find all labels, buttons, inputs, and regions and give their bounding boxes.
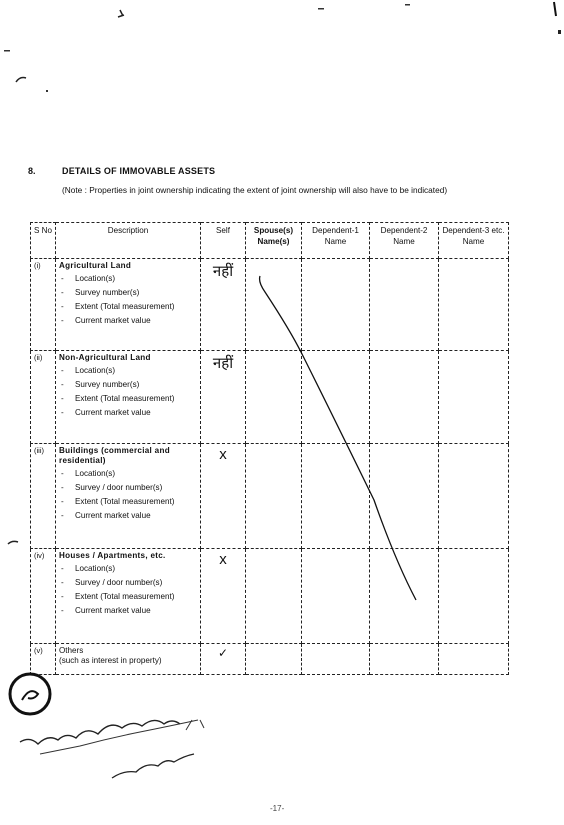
- table-header-row: [31, 223, 509, 259]
- column-header: Dependent-1 Name: [302, 223, 370, 259]
- list-item: - Location(s): [59, 564, 197, 574]
- category-label: Others: [59, 646, 84, 655]
- category-label: Non-Agricultural Land: [59, 353, 151, 362]
- self-value: नहीं: [201, 351, 246, 444]
- table-row: [31, 444, 509, 549]
- list-item: - Current market value: [59, 408, 197, 418]
- category-label: Houses / Apartments, etc.: [59, 551, 166, 560]
- empty-cell: [439, 644, 509, 675]
- self-value: नहीं: [201, 259, 246, 351]
- empty-cell: [439, 259, 509, 351]
- column-header: Dependent-3 etc. Name: [439, 223, 509, 259]
- list-item: - Extent (Total measurement): [59, 592, 197, 602]
- column-header: Description: [56, 223, 201, 259]
- category-sublabel: (such as interest in property): [59, 656, 162, 665]
- section-title: DETAILS OF IMMOVABLE ASSETS: [62, 166, 216, 176]
- table-row: [31, 644, 509, 675]
- row-number: (iii): [31, 444, 56, 549]
- signature: [16, 690, 256, 790]
- column-header: Dependent-2 Name: [370, 223, 439, 259]
- list-item: - Survey number(s): [59, 380, 197, 390]
- empty-cell: [302, 644, 370, 675]
- empty-cell: [439, 549, 509, 644]
- empty-cell: [370, 259, 439, 351]
- category-label: Agricultural Land: [59, 261, 132, 270]
- self-value: ✓: [201, 644, 246, 675]
- empty-cell: [370, 351, 439, 444]
- empty-cell: [370, 444, 439, 549]
- table-row: [31, 549, 509, 644]
- row-number: (iv): [31, 549, 56, 644]
- empty-cell: [302, 444, 370, 549]
- list-item: - Survey number(s): [59, 288, 197, 298]
- empty-cell: [246, 444, 302, 549]
- section-note: (Note : Properties in joint ownership indicating the extent of joint ownership will also have to be indicated): [62, 185, 448, 195]
- description-cell: [56, 549, 201, 644]
- empty-cell: [302, 259, 370, 351]
- table-row: [31, 351, 509, 444]
- empty-cell: [246, 259, 302, 351]
- column-header: Self: [201, 223, 246, 259]
- empty-cell: [246, 549, 302, 644]
- empty-cell: [246, 351, 302, 444]
- self-value: x: [201, 549, 246, 644]
- list-item: - Location(s): [59, 366, 197, 376]
- column-header: Spouse(s) Name(s): [246, 223, 302, 259]
- list-item: - Current market value: [59, 606, 197, 616]
- page-number: -17-: [270, 804, 285, 813]
- empty-cell: [439, 351, 509, 444]
- empty-cell: [302, 351, 370, 444]
- list-item: - Extent (Total measurement): [59, 394, 197, 404]
- list-item: - Current market value: [59, 511, 197, 521]
- empty-cell: [439, 444, 509, 549]
- column-header: S No: [31, 223, 56, 259]
- description-cell: [56, 351, 201, 444]
- list-item: - Extent (Total measurement): [59, 497, 197, 507]
- immovable-assets-table: [30, 222, 509, 675]
- empty-cell: [302, 549, 370, 644]
- category-label: Buildings (commercial and residential): [59, 446, 170, 465]
- description-cell: [56, 444, 201, 549]
- self-value: x: [201, 444, 246, 549]
- list-item: - Survey / door number(s): [59, 483, 197, 493]
- list-item: - Survey / door number(s): [59, 578, 197, 588]
- list-item: - Current market value: [59, 316, 197, 326]
- row-number: (ii): [31, 351, 56, 444]
- table-row: [31, 259, 509, 351]
- list-item: - Location(s): [59, 274, 197, 284]
- row-number: (i): [31, 259, 56, 351]
- empty-cell: [370, 644, 439, 675]
- section-number: 8.: [28, 166, 36, 176]
- row-number: (v): [31, 644, 56, 675]
- empty-cell: [246, 644, 302, 675]
- list-item: - Extent (Total measurement): [59, 302, 197, 312]
- empty-cell: [370, 549, 439, 644]
- description-cell: [56, 644, 201, 675]
- list-item: - Location(s): [59, 469, 197, 479]
- description-cell: [56, 259, 201, 351]
- scan-specks: [0, 0, 564, 120]
